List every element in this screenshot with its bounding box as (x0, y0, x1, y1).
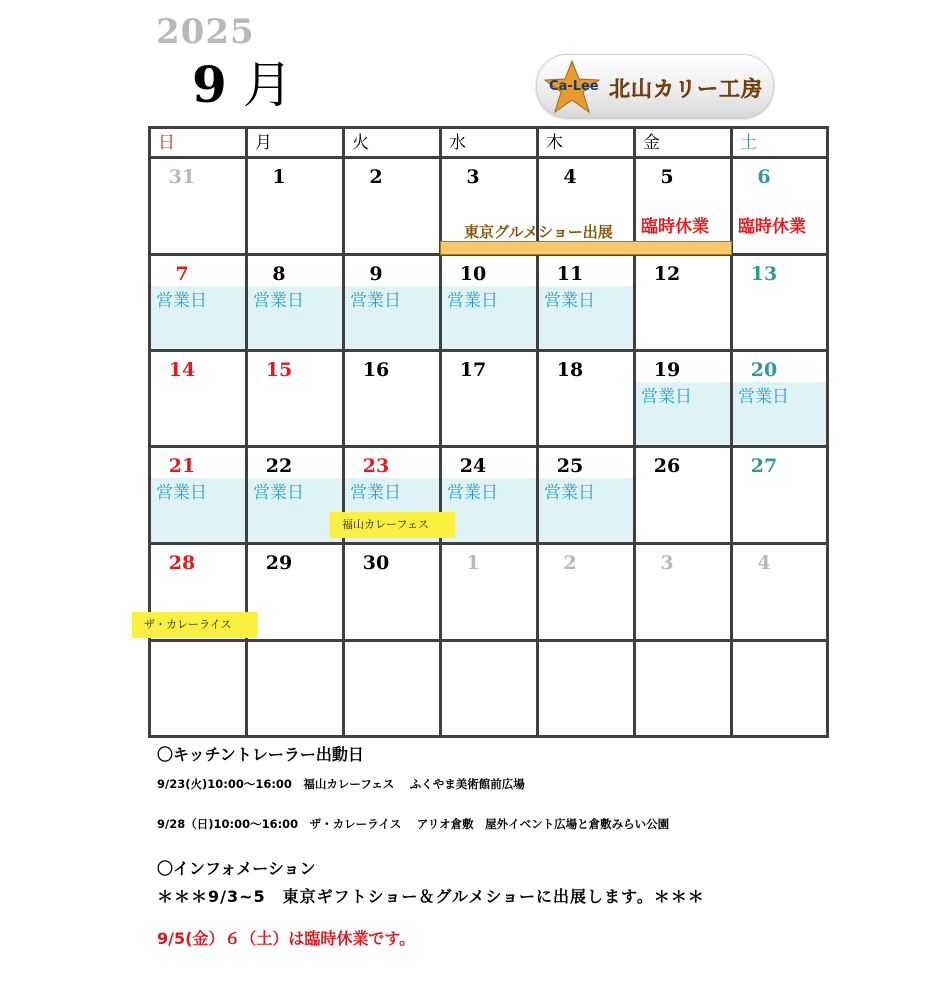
business-day-label: 営業日 (544, 483, 595, 503)
day-number: 4 (563, 166, 577, 188)
day-number: 24 (459, 455, 487, 477)
day-number: 11 (556, 263, 584, 285)
year: 2025 (156, 12, 255, 52)
day-number: 29 (265, 552, 293, 574)
weekday-header: 火 (352, 133, 369, 153)
day-number: 16 (362, 359, 390, 381)
day-number: 30 (362, 552, 390, 574)
grid-line (148, 445, 829, 448)
day-number: 1 (272, 166, 286, 188)
logo-brand-en: Ca-Lee (549, 79, 599, 94)
business-day-label: 営業日 (156, 291, 207, 311)
day-number: 1 (466, 552, 480, 574)
weekday-header: 水 (449, 133, 466, 153)
trailer-schedule-1: 9/23(火)10:00～16:00 福山カレーフェス ふくやま美術館前広場 (157, 777, 525, 791)
business-day-label: 営業日 (253, 483, 304, 503)
business-day-label: 営業日 (350, 483, 401, 503)
business-day-label: 営業日 (447, 291, 498, 311)
weekday-header: 金 (643, 133, 660, 153)
day-number: 10 (459, 263, 487, 285)
grid-line (342, 126, 345, 738)
sticky-note-the-curry: ザ・カレーライス (132, 612, 258, 638)
sticky-note-fukuyama: 福山カレーフェス (330, 512, 455, 538)
business-day-label: 営業日 (447, 483, 498, 503)
business-day-label: 営業日 (641, 387, 692, 407)
grid-line (439, 126, 442, 738)
business-day-label: 営業日 (253, 291, 304, 311)
day-number: 3 (466, 166, 480, 188)
business-day-label: 営業日 (738, 387, 789, 407)
day-number: 25 (556, 455, 584, 477)
month-char: 月 (242, 56, 293, 114)
logo-brand-jp: 北山カリー工房 (609, 77, 763, 101)
day-number: 12 (653, 263, 681, 285)
day-number: 31 (168, 166, 196, 188)
day-number: 6 (757, 166, 771, 188)
weekday-header: 木 (546, 133, 563, 153)
day-number: 7 (175, 263, 189, 285)
weekday-header: 日 (158, 133, 175, 153)
day-number: 15 (265, 359, 293, 381)
grid-line (148, 126, 151, 738)
day-number: 27 (750, 455, 778, 477)
event-label-expo: 東京グルメショー出展 (464, 223, 613, 241)
day-number: 23 (362, 455, 390, 477)
grid-line (536, 126, 539, 738)
month-title (192, 55, 293, 114)
day-number: 21 (168, 455, 196, 477)
grid-line (148, 639, 829, 642)
day-number: 9 (369, 263, 383, 285)
day-number: 13 (750, 263, 778, 285)
day-number: 22 (265, 455, 293, 477)
grid-line (826, 126, 829, 738)
day-number: 17 (459, 359, 487, 381)
weekday-header: 月 (255, 133, 272, 153)
business-day-label: 営業日 (350, 291, 401, 311)
grid-line (633, 126, 636, 738)
day-number: 19 (653, 359, 681, 381)
temporary-closure-label: 臨時休業 (738, 217, 806, 237)
month-number: 9 (192, 55, 227, 114)
day-number: 18 (556, 359, 584, 381)
grid-line (148, 542, 829, 545)
calendar-grid (144, 126, 829, 738)
grid-line (148, 735, 829, 738)
day-number: 2 (563, 552, 577, 574)
day-number: 4 (757, 552, 771, 574)
info-heading: 〇インフォメーション (157, 859, 316, 878)
day-number: 14 (168, 359, 196, 381)
day-number: 2 (369, 166, 383, 188)
event-bar-expo (440, 241, 732, 255)
day-number: 8 (272, 263, 286, 285)
day-number: 26 (653, 455, 681, 477)
temporary-closure-label: 臨時休業 (641, 217, 709, 237)
grid-line (730, 126, 733, 738)
day-number: 3 (660, 552, 674, 574)
business-day-label: 営業日 (544, 291, 595, 311)
trailer-schedule-2: 9/28（日)10:00～16:00 ザ・カレーライス アリオ倉敷 屋外イベント広場と倉敷みらい公園 (157, 817, 670, 831)
gift-show-notice: ＊＊＊9/3~5 東京ギフトショー＆グルメショーに出展します。＊＊＊ (157, 887, 705, 906)
holiday-notice: 9/5(金）６（土）は臨時休業です。 (157, 929, 416, 948)
business-day-label: 営業日 (156, 483, 207, 503)
day-number: 28 (168, 552, 196, 574)
day-number: 5 (660, 166, 674, 188)
trailer-heading: 〇キッチントレーラー出動日 (157, 745, 364, 764)
grid-line (245, 126, 248, 738)
grid-line (148, 349, 829, 352)
day-number: 20 (750, 359, 778, 381)
shop-logo (536, 54, 774, 118)
weekday-header: 土 (740, 133, 757, 153)
